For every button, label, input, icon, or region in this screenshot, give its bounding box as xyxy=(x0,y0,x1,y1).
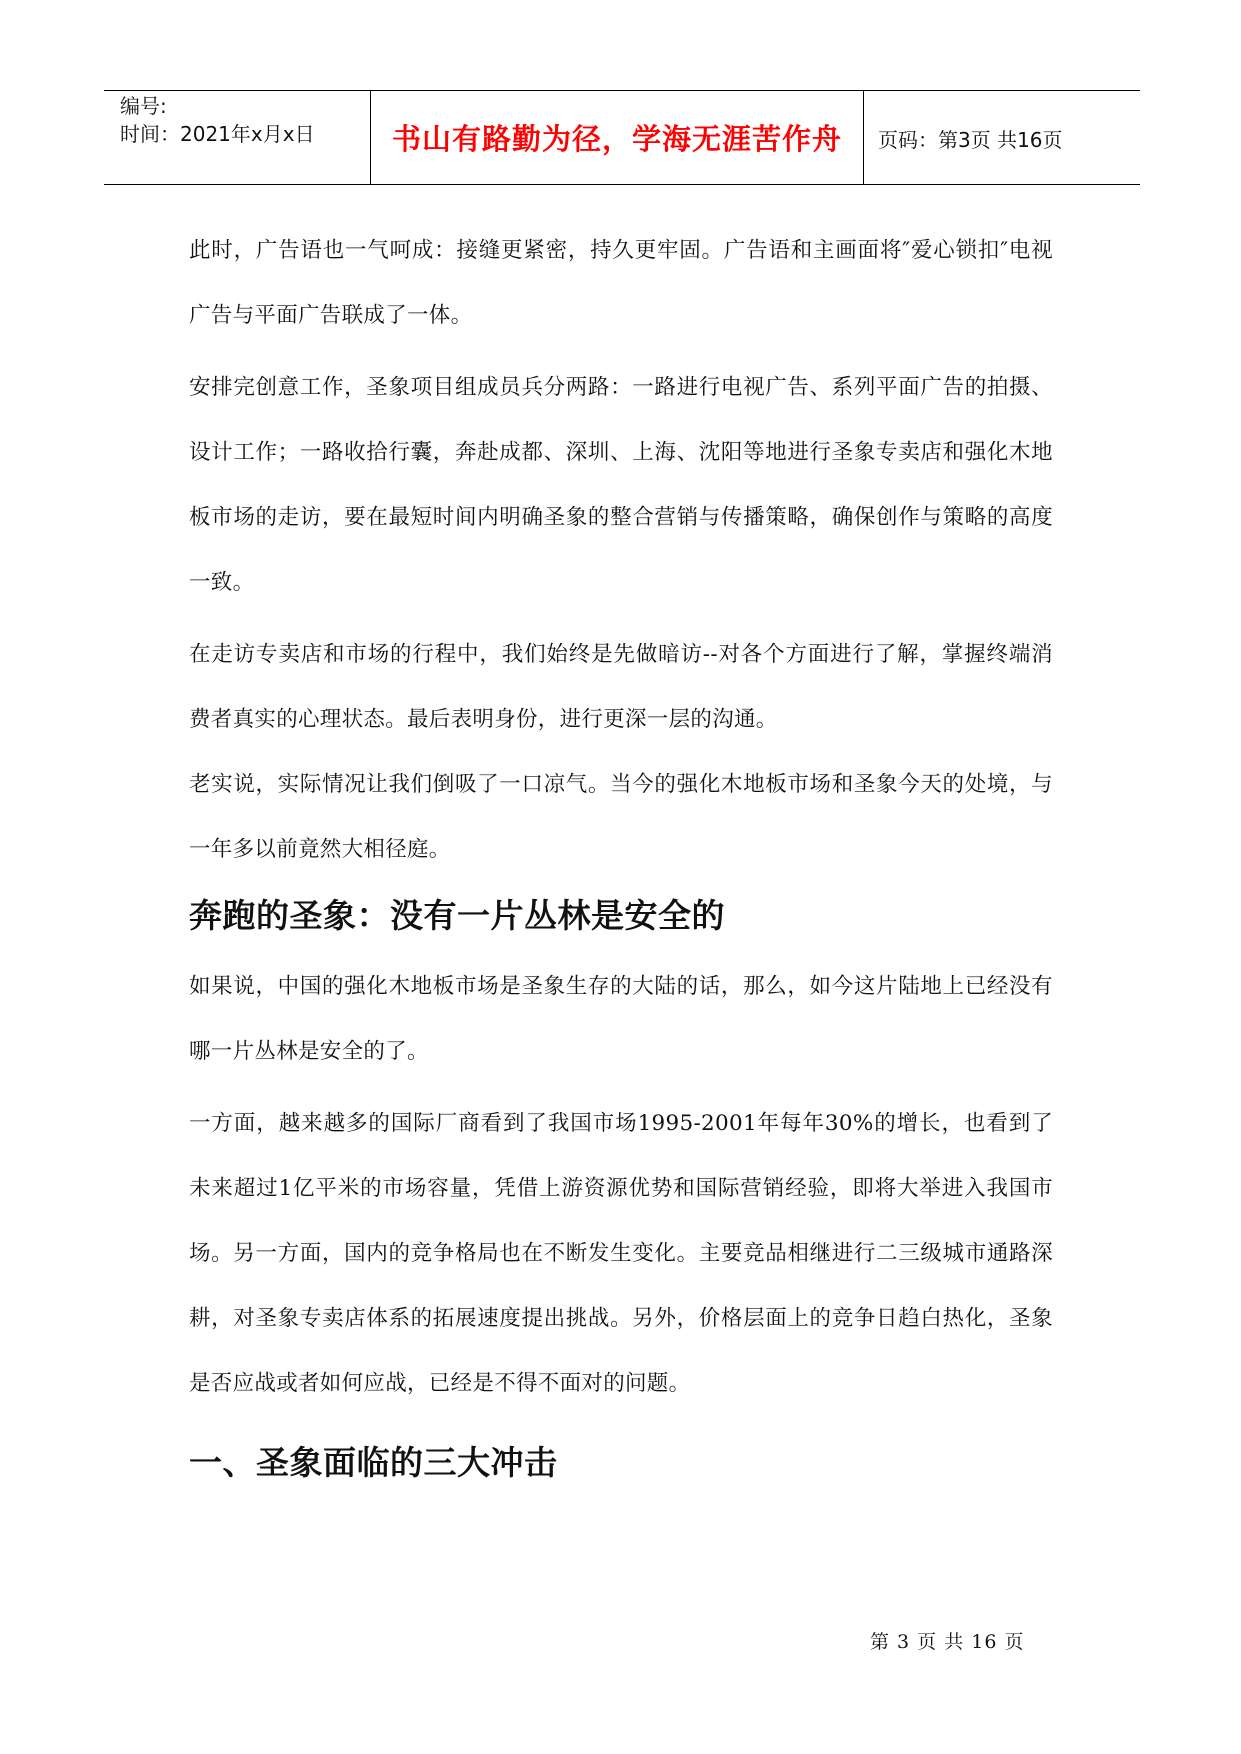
paragraph: 安排完创意工作，圣象项目组成员兵分两路：一路进行电视广告、系列平面广告的拍摄、设计工作；一路收拾行囊，奔赴成都、深圳、上海、沈阳等地进行圣象专卖店和强化木地板市场的走访，要在最短时间内明确圣象的整合营销与传播策略，确保创作与策略的高度一致。 xyxy=(189,375,1053,595)
header-motto: 书山有路勤为径，学海无涯苦作舟 xyxy=(391,122,842,156)
paragraph: 一方面，越来越多的国际厂商看到了我国市场1995-2001年每年30%的增长，也看到了未来超过1亿平米的市场容量，凭借上游资源优势和国际营销经验，即将大举进入我国市场。另一方面，国内的竞争格局也在不断发生变化。主要竞品相继进行二三级城市通路深耕，对圣象专卖店体系的拓展速度提出挑战。另外，价格层面上的竞争日趋白热化，圣象是否应战或者如何应战，已经是不得不面对的问题。 xyxy=(189,1111,1053,1396)
header-page-label: 页码：第3页 共16页 xyxy=(878,128,1063,152)
document-body xyxy=(189,218,1053,1483)
page-footer: 第 3 页 共 16 页 xyxy=(870,1631,1025,1653)
paragraph: 老实说，实际情况让我们倒吸了一口凉气。当今的强化木地板市场和圣象今天的处境，与一年多以前竟然大相径庭。 xyxy=(189,772,1053,862)
page-header xyxy=(104,90,1140,185)
section-heading: 奔跑的圣象：没有一片丛林是安全的 xyxy=(189,896,725,935)
paragraph: 在走访专卖店和市场的行程中，我们始终是先做暗访--对各个方面进行了解，掌握终端消费者真实的心理状态。最后表明身份，进行更深一层的沟通。 xyxy=(189,642,1053,732)
header-meta xyxy=(104,91,370,184)
header-page-cell xyxy=(864,91,1140,184)
section-heading: 一、圣象面临的三大冲击 xyxy=(189,1443,558,1482)
document-number-label: 编号: xyxy=(120,94,167,118)
document-time-label: 时间：2021年x月x日 xyxy=(120,122,315,146)
header-motto-cell xyxy=(370,91,864,184)
paragraph: 此时，广告语也一气呵成：接缝更紧密，持久更牢固。广告语和主画面将″爱心锁扣″电视广告与平面广告联成了一体。 xyxy=(189,238,1053,328)
paragraph: 如果说，中国的强化木地板市场是圣象生存的大陆的话，那么，如今这片陆地上已经没有哪一片丛林是安全的了。 xyxy=(189,974,1053,1064)
